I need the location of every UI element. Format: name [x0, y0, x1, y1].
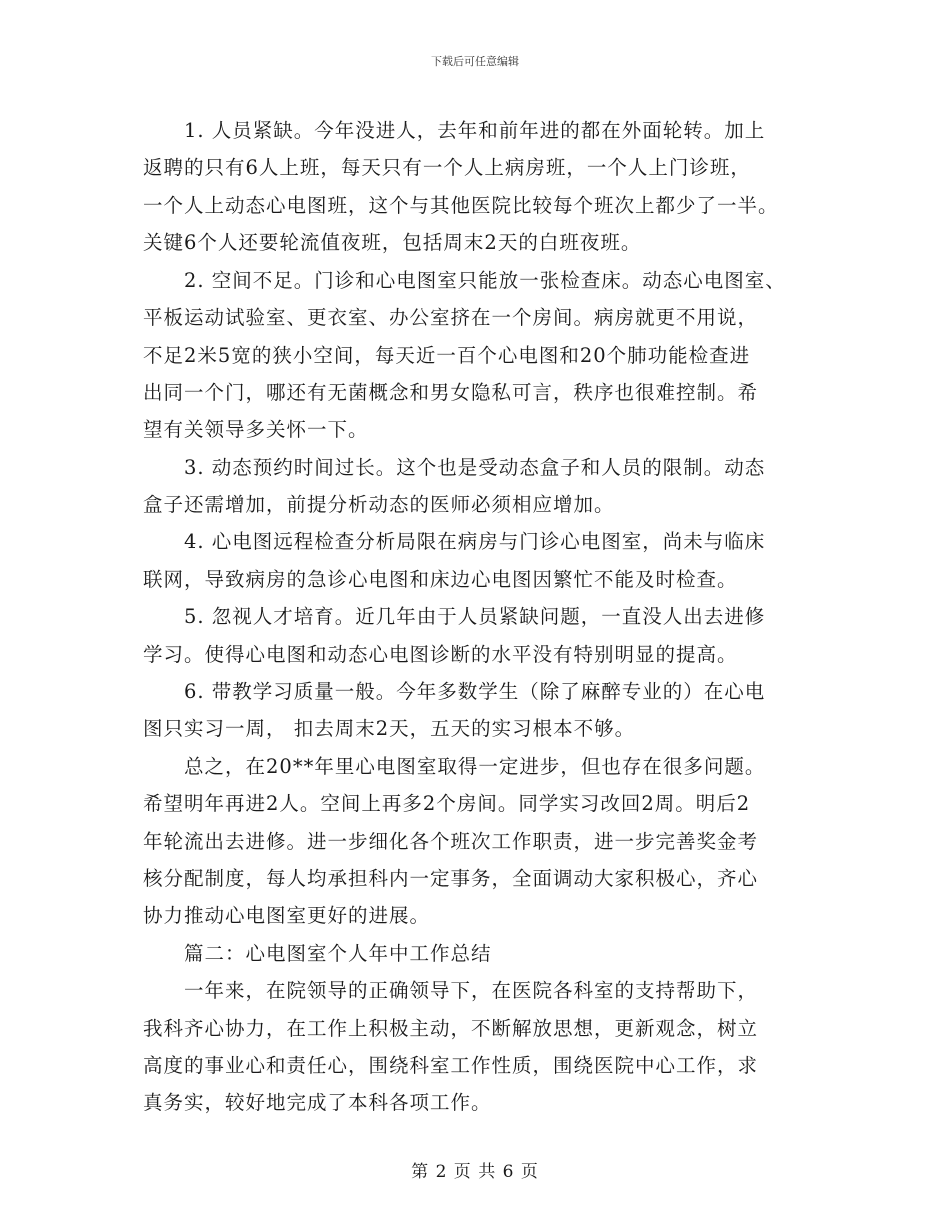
- page-number: 第 2 页 共 6 页: [411, 1162, 539, 1182]
- text-line: 年轮流出去进修。进一步细化各个班次工作职责，进一步完善奖金考: [143, 830, 759, 853]
- text-line: 总之，在20**年里心电图室取得一定进步，但也存在很多问题。: [143, 755, 766, 778]
- text-line: 6. 带教学习质量一般。今年多数学生（除了麻醉专业的）在心电: [143, 680, 766, 703]
- text-line: 盒子还需增加，前提分析动态的医师必须相应增加。: [143, 493, 615, 516]
- text-line: 关键6个人还要轮流值夜班，包括周末2天的白班夜班。: [143, 231, 642, 254]
- text-line: 高度的事业心和责任心，围绕科室工作性质，围绕医院中心工作，求: [143, 1054, 759, 1077]
- text-line: 返聘的只有6人上班，每天只有一个人上病房班，一个人上门诊班，: [143, 156, 751, 179]
- page-header-note: 下载后可任意编辑: [431, 55, 519, 68]
- text-line: 2. 空间不足。门诊和心电图室只能放一张检查床。动态心电图室、: [143, 269, 786, 292]
- section-heading: 篇二：心电图室个人年中工作总结: [143, 942, 492, 965]
- text-line: 一个人上动态心电图班，这个与其他医院比较每个班次上都少了一半。: [143, 194, 779, 217]
- text-line: 图只实习一周， 扣去周末2天，五天的实习根本不够。: [143, 717, 636, 740]
- text-line: 平板运动试验室、更衣室、办公室挤在一个房间。病房就更不用说，: [143, 306, 759, 329]
- text-line: 真务实，较好地完成了本科各项工作。: [143, 1091, 492, 1114]
- text-line: 一年来，在院领导的正确领导下，在医院各科室的支持帮助下，: [143, 979, 759, 1002]
- text-line: 我科齐心协力，在工作上积极主动，不断解放思想，更新观念，树立: [143, 1017, 759, 1040]
- text-line: 联网，导致病房的急诊心电图和床边心电图因繁忙不能及时检查。: [143, 568, 738, 591]
- text-line: 5. 忽视人才培育。近几年由于人员紧缺问题，一直没人出去进修: [143, 605, 766, 628]
- text-line: 学习。使得心电图和动态心电图诊断的水平没有特别明显的提高。: [143, 643, 738, 666]
- text-line: 希望明年再进2人。空间上再多2个房间。同学实习改回2周。明后2: [143, 792, 751, 815]
- text-line: 望有关领导多关怀一下。: [143, 418, 369, 441]
- text-line: 4. 心电图远程检查分析局限在病房与门诊心电图室，尚未与临床: [143, 530, 766, 553]
- text-line: 协力推动心电图室更好的进展。: [143, 904, 431, 927]
- text-line: 核分配制度，每人均承担科内一定事务，全面调动大家积极心，齐心: [143, 867, 759, 890]
- text-line: 3. 动态预约时间过长。这个也是受动态盒子和人员的限制。动态: [143, 456, 766, 479]
- text-line: 出同一个门，哪还有无菌概念和男女隐私可言，秩序也很难控制。希: [143, 381, 759, 404]
- text-line: 1. 人员紧缺。今年没进人，去年和前年进的都在外面轮转。加上: [143, 119, 766, 142]
- text-line: 不足2米5宽的狭小空间，每天近一百个心电图和20个肺功能检查进: [143, 344, 751, 367]
